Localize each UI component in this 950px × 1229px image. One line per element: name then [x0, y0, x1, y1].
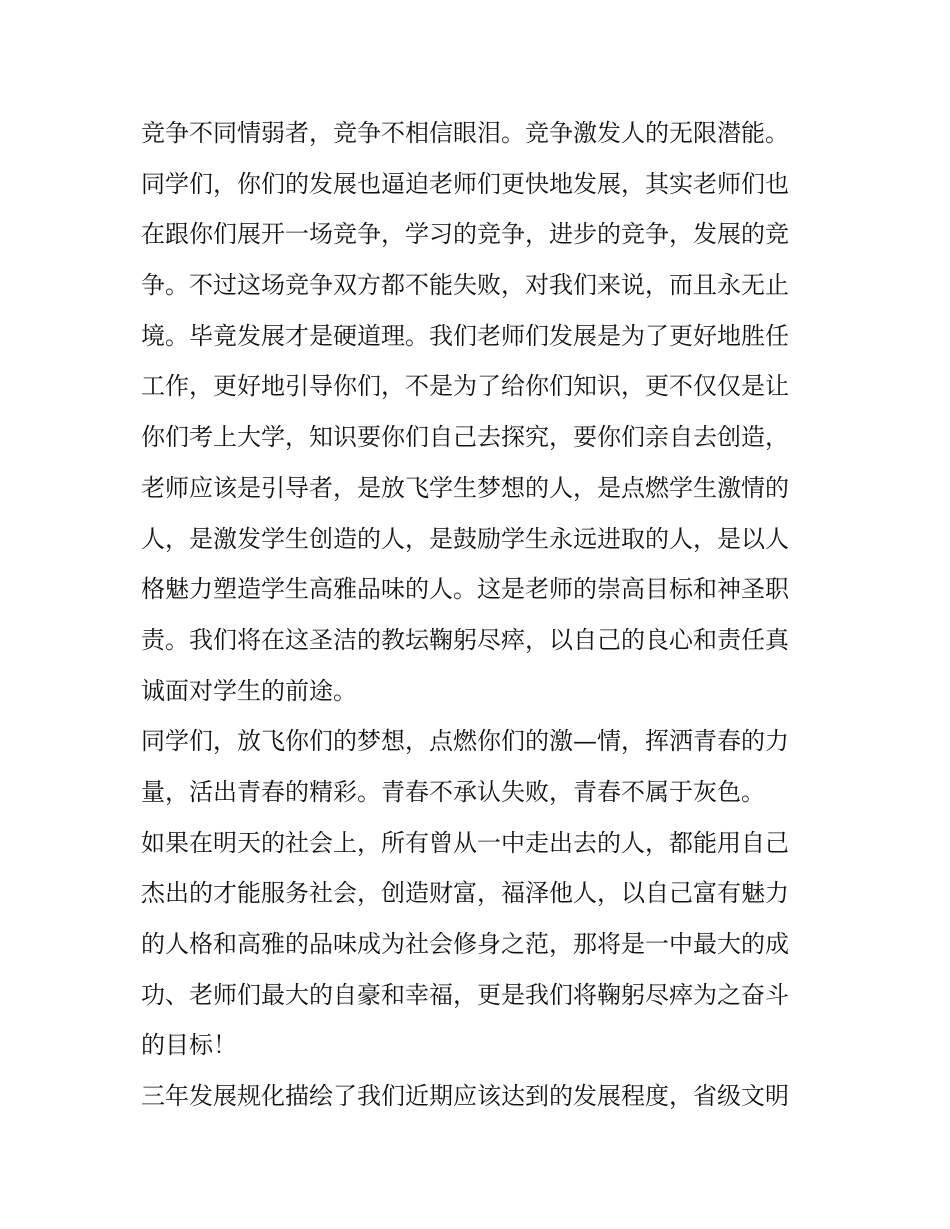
text-line: 人，是激发学生创造的人，是鼓励学生永远进取的人，是以人: [141, 524, 789, 553]
text-line: 竞争不同情弱者，竞争不相信眼泪。竞争激发人的无限潜能。: [141, 119, 789, 147]
text-line: 争。不过这场竞争双方都不能失败，对我们来说，而且永无止: [141, 271, 789, 300]
text-line: 诚面对学生的前途。: [141, 676, 357, 705]
text-line: 工作，更好地引导你们，不是为了给你们知识，更不仅仅是让: [141, 372, 789, 401]
text-line: 的人格和高雅的品味成为社会修身之范，那将是一中最大的成: [141, 930, 789, 958]
text-line: 境。毕竟发展才是硬道理。我们老师们发展是为了更好地胜任: [141, 321, 789, 350]
text-line: 如果在明天的社会上，所有曾从一中走出去的人，都能用自己: [141, 828, 789, 857]
document-body: [141, 108, 811, 1122]
text-line: 在跟你们展开一场竞争，学习的竞争，进步的竞争，发展的竞: [141, 220, 789, 249]
text-line: 责。我们将在这圣洁的教坛鞠躬尽瘁，以自己的良心和责任真: [141, 625, 789, 654]
text-line: 老师应该是引导者，是放飞学生梦想的人，是点燃学生激情的: [141, 473, 789, 502]
text-line: 格魅力塑造学生高雅品味的人。这是老师的崇高目标和神圣职: [141, 575, 789, 604]
text-line: 你们考上大学，知识要你们自己去探究，要你们亲自去创造，: [141, 423, 789, 452]
text-line: 同学们，你们的发展也逼迫老师们更快地发展，其实老师们也: [141, 169, 789, 198]
text-line: 同学们，放飞你们的梦想，点燃你们的激—情，挥洒青春的力: [141, 727, 789, 756]
text-line: 杰出的才能服务社会，创造财富，福泽他人，以自己富有魅力: [141, 879, 789, 908]
text-line: 量，活出青春的精彩。青春不承认失败，青春不属于灰色。: [141, 777, 765, 806]
text-line: 的目标！: [141, 1031, 237, 1060]
text-line: 功、老师们最大的自豪和幸福，更是我们将鞠躬尽瘁为之奋斗: [141, 980, 789, 1009]
text-line: 三年发展规化描绘了我们近期应该达到的发展程度，省级文明: [141, 1082, 789, 1111]
